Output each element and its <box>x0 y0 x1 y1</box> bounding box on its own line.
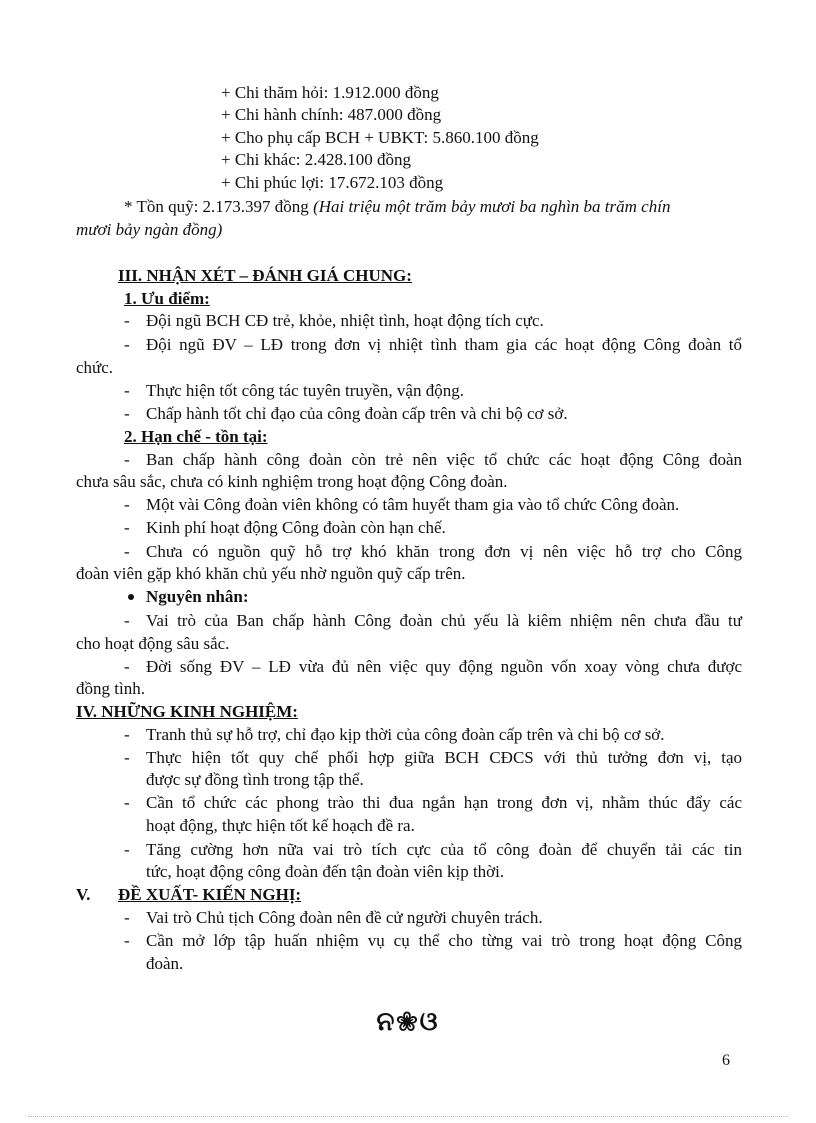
dash: - <box>124 311 130 330</box>
expense-line: + Chi thăm hỏi: 1.912.000 đồng <box>221 83 439 102</box>
dash: - <box>124 611 130 630</box>
dash: - <box>124 725 130 744</box>
list-item: Một vài Công đoàn viên không có tâm huyết tham gia vào tổ chức Công đoàn. <box>146 495 680 514</box>
list-item: Vai trò Chủ tịch Công đoàn nên đề cử người chuyên trách. <box>146 908 543 927</box>
dash: - <box>124 450 130 469</box>
list-item-cont: được sự đồng tình trong tập thể. <box>146 770 364 789</box>
list-item-cont: đồng tình. <box>76 679 145 698</box>
dash: - <box>124 518 130 537</box>
dash: - <box>124 381 130 400</box>
list-item-cont: cho hoạt động sâu sắc. <box>76 634 230 653</box>
list-item: Cần mở lớp tập huấn nhiệm vụ cụ thể cho từng vai trò trong hoạt động Công <box>146 931 742 950</box>
list-item: Cần tổ chức các phong trào thi đua ngắn hạn trong đơn vị, nhằm thúc đẩy các <box>146 793 742 812</box>
dash: - <box>124 748 130 767</box>
dash: - <box>124 931 130 950</box>
section-heading-5: ĐỀ XUẤT- KIẾN NGHỊ: <box>118 885 302 904</box>
list-item: Chấp hành tốt chỉ đạo của công đoàn cấp trên và chi bộ cơ sở. <box>146 404 568 423</box>
subheading-limitations: 2. Hạn chế - tồn tại: <box>124 427 268 446</box>
subheading-strengths: 1. Ưu điểm: <box>124 289 210 308</box>
dash: - <box>124 793 130 812</box>
expense-line: + Cho phụ cấp BCH + UBKT: 5.860.100 đồng <box>221 128 539 147</box>
dash: - <box>124 840 130 859</box>
expense-line: + Chi hành chính: 487.000 đồng <box>221 105 442 124</box>
list-item: Kinh phí hoạt động Công đoàn còn hạn chế. <box>146 518 446 537</box>
expense-line: + Chi phúc lợi: 17.672.103 đồng <box>221 173 444 192</box>
list-item: Ban chấp hành công đoàn còn trẻ nên việc tổ chức các hoạt động Công đoàn <box>146 450 742 469</box>
list-item: Thực hiện tốt công tác tuyên truyền, vận động. <box>146 381 464 400</box>
balance-in-words-cont: mươi bảy ngàn đồng) <box>76 220 223 239</box>
bullet-icon <box>128 594 134 600</box>
dash: - <box>124 908 130 927</box>
list-item-cont: đoàn viên gặp khó khăn chủ yếu nhờ nguồn quỹ cấp trên. <box>76 564 466 583</box>
list-item: Vai trò của Ban chấp hành Công đoàn chủ yếu là kiêm nhiệm nên chưa đầu tư <box>146 611 742 630</box>
section-heading-3: III. NHẬN XÉT – ĐÁNH GIÁ CHUNG: <box>118 266 412 285</box>
dash: - <box>124 657 130 676</box>
page-number: 6 <box>722 1052 730 1069</box>
ornament-divider-icon: ନ❀ଓ <box>376 1007 440 1036</box>
dash: - <box>124 542 130 561</box>
list-item-cont: tức, hoạt động công đoàn đến tận đoàn viên kịp thời. <box>146 862 505 881</box>
dash: - <box>124 335 130 354</box>
footer-divider <box>28 1116 788 1117</box>
list-item: Thực hiện tốt quy chế phối hợp giữa BCH CĐCS với thủ tưởng đơn vị, tạo <box>146 748 742 767</box>
subheading-causes: Nguyên nhân: <box>146 587 249 606</box>
list-item: Đời sống ĐV – LĐ vừa đủ nên việc quy động nguồn vốn xoay vòng chưa được <box>146 657 742 676</box>
list-item-cont: chức. <box>76 358 114 377</box>
section-heading-4: IV. NHỮNG KINH NGHIỆM: <box>76 702 298 721</box>
section-heading-5-num: V. <box>76 885 91 904</box>
list-item: Đội ngũ ĐV – LĐ trong đơn vị nhiệt tình tham gia các hoạt động Công đoàn tổ <box>146 335 742 354</box>
balance-in-words: (Hai triệu một trăm bảy mươi ba nghìn ba trăm chín <box>313 197 671 216</box>
list-item-cont: hoạt động, thực hiện tốt kế hoạch đề ra. <box>146 816 415 835</box>
list-item-cont: đoàn. <box>146 954 184 973</box>
list-item: Tranh thủ sự hỗ trợ, chỉ đạo kịp thời của công đoàn cấp trên và chi bộ cơ sở. <box>146 725 665 744</box>
dash: - <box>124 495 130 514</box>
expense-line: + Chi khác: 2.428.100 đồng <box>221 150 411 169</box>
list-item: Đội ngũ BCH CĐ trẻ, khỏe, nhiệt tình, hoạt động tích cực. <box>146 311 544 330</box>
list-item-cont: chưa sâu sắc, chưa có kinh nghiệm trong hoạt động Công đoàn. <box>76 472 508 491</box>
balance-line <box>124 196 670 218</box>
balance-amount: * Tồn quỹ: 2.173.397 đồng <box>124 197 314 216</box>
dash: - <box>124 404 130 423</box>
list-item: Chưa có nguồn quỹ hỗ trợ khó khăn trong đơn vị nên việc hỗ trợ cho Công <box>146 542 742 561</box>
list-item: Tăng cường hơn nữa vai trò tích cực của tổ công đoàn để chuyển tải các tin <box>146 840 742 859</box>
